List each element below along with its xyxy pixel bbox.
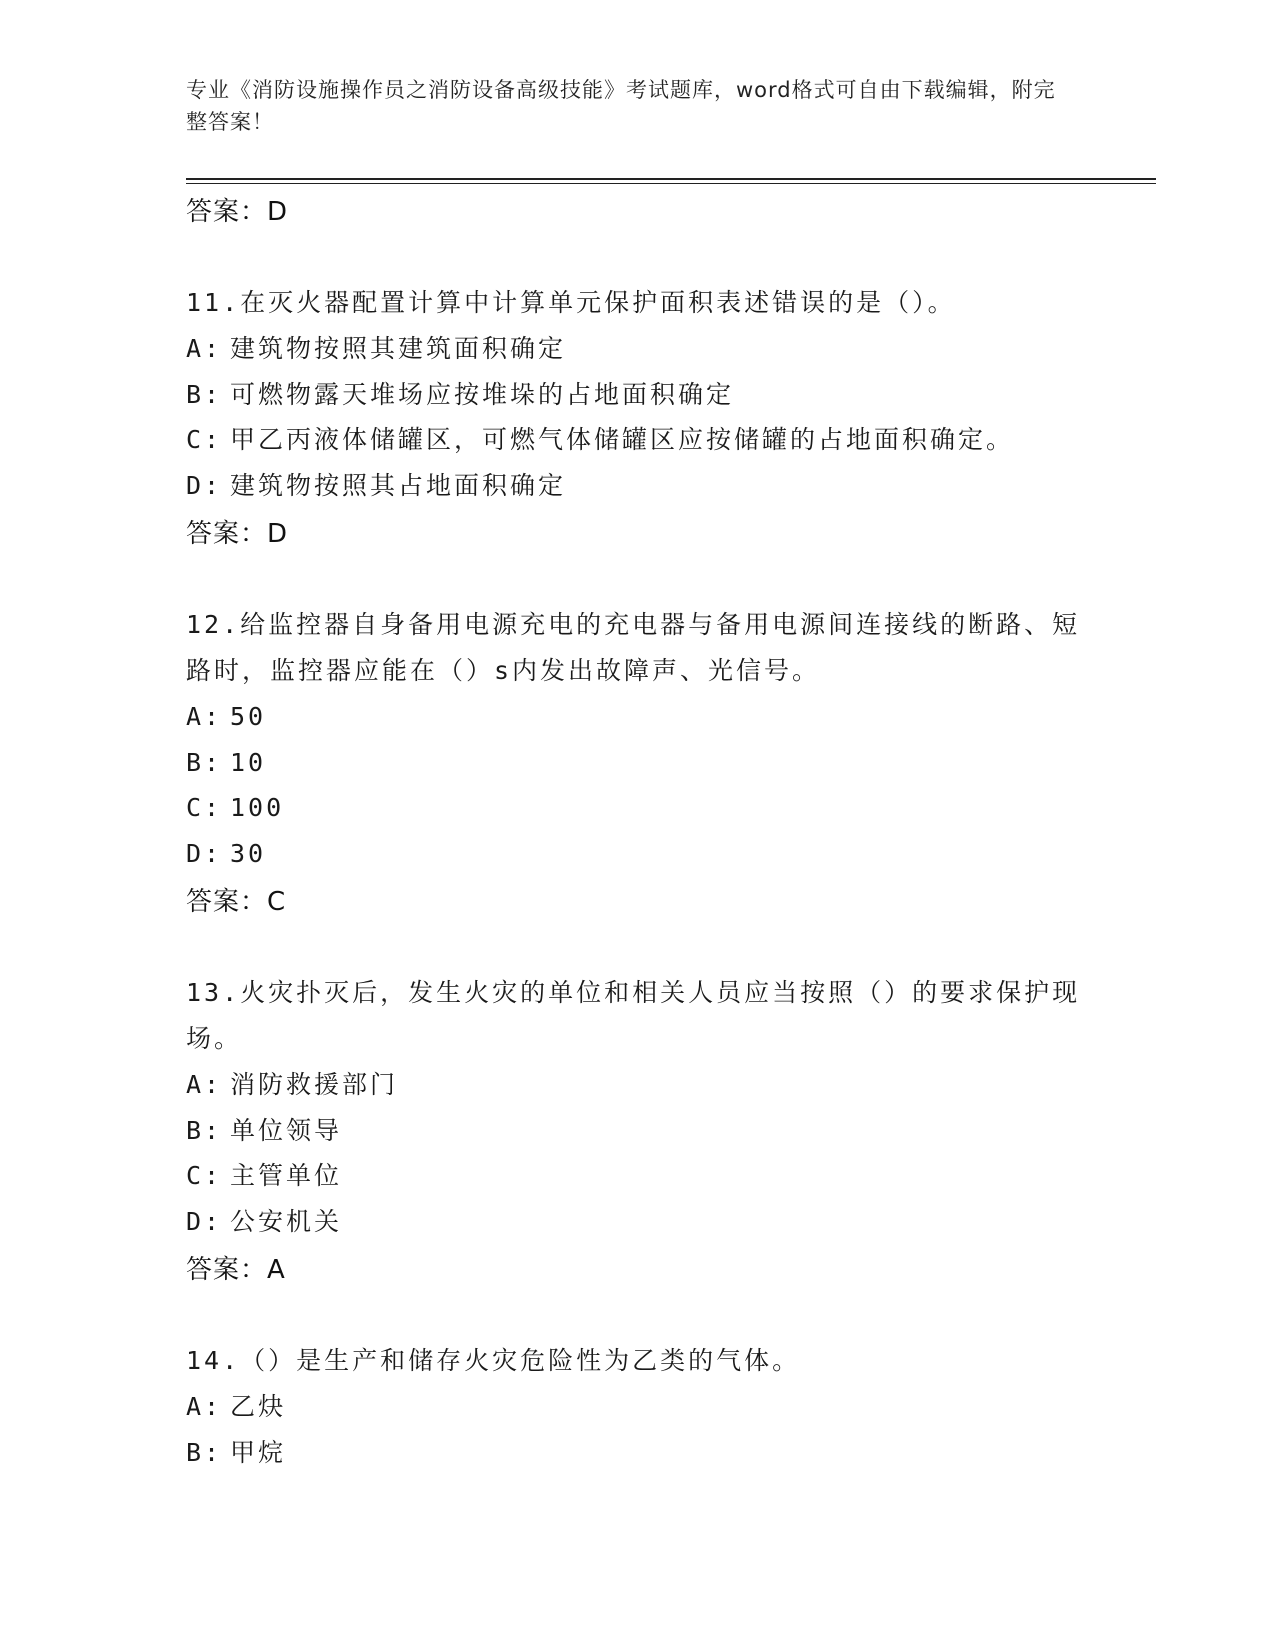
option-text: 主管单位: [230, 1161, 343, 1190]
option-key: D:: [186, 838, 223, 868]
option-a: [186, 326, 1086, 372]
option-key: A:: [186, 334, 223, 363]
option-text: 甲烷: [230, 1437, 287, 1467]
question-text: 11.在灭火器配置计算中计算单元保护面积表述错误的是（）。: [186, 288, 956, 317]
option-text: 可燃物露天堆场应按堆垛的占地面积确定: [230, 379, 735, 409]
option-b: [186, 740, 1086, 786]
option-a: [186, 1062, 1086, 1108]
option-b: [186, 1430, 1086, 1476]
header-divider-thin: [186, 183, 1156, 184]
option-key: B:: [186, 1115, 223, 1145]
question-text: 12.给监控器自身备用电源充电的充电器与备用电源间连接线的断路、短路时，监控器应能在（）s内发出故障声、光信号。: [186, 610, 1081, 685]
option-text: 50: [230, 702, 267, 731]
option-b: [186, 372, 1086, 418]
option-key: B:: [186, 379, 223, 409]
option-a: [186, 1384, 1086, 1430]
answer-line: 答案：A: [186, 1255, 286, 1285]
answer-line: 答案：D: [186, 197, 289, 227]
option-text: 30: [230, 838, 267, 868]
option-text: 乙炔: [230, 1392, 287, 1421]
option-key: A:: [186, 1070, 223, 1099]
option-text: 甲乙丙液体储罐区，可燃气体储罐区应按储罐的占地面积确定。: [230, 425, 1015, 454]
option-key: D:: [186, 1206, 223, 1236]
option-d: [186, 1199, 1086, 1245]
option-key: B:: [186, 747, 223, 777]
header-divider: [186, 178, 1156, 180]
question-text: 14.（）是生产和储存火灾危险性为乙类的气体。: [186, 1346, 801, 1375]
question-13: [186, 970, 1086, 1296]
option-key: C:: [186, 1161, 223, 1190]
option-c: [186, 1153, 1086, 1199]
question-12: [186, 602, 1086, 928]
option-text: 建筑物按照其建筑面积确定: [230, 334, 567, 363]
option-key: C:: [186, 793, 223, 822]
option-key: A:: [186, 1392, 223, 1421]
option-text: 公安机关: [230, 1206, 343, 1236]
option-b: [186, 1108, 1086, 1154]
question-11: [186, 280, 1086, 560]
option-c: [186, 417, 1086, 463]
answer-line: 答案：C: [186, 887, 287, 917]
option-text: 建筑物按照其占地面积确定: [230, 470, 567, 500]
option-text: 10: [230, 747, 267, 777]
option-text: 消防救援部门: [230, 1070, 399, 1099]
option-key: D:: [186, 470, 223, 500]
question-text: 13.火灾扑灭后，发生火灾的单位和相关人员应当按照（）的要求保护现场。: [186, 978, 1081, 1053]
option-d: [186, 463, 1086, 509]
option-c: [186, 785, 1086, 831]
option-text: 单位领导: [230, 1115, 343, 1145]
option-key: C:: [186, 425, 223, 454]
option-key: B:: [186, 1437, 223, 1467]
answer-line: 答案：D: [186, 519, 289, 549]
page-header-text: 专业《消防设施操作员之消防设备高级技能》考试题库，word格式可自由下载编辑，附完整答案！: [186, 78, 1056, 134]
option-key: A:: [186, 702, 223, 731]
question-14: [186, 1338, 1086, 1475]
document-body: [186, 186, 1086, 1475]
option-a: [186, 694, 1086, 740]
option-text: 100: [230, 793, 285, 822]
option-d: [186, 831, 1086, 877]
